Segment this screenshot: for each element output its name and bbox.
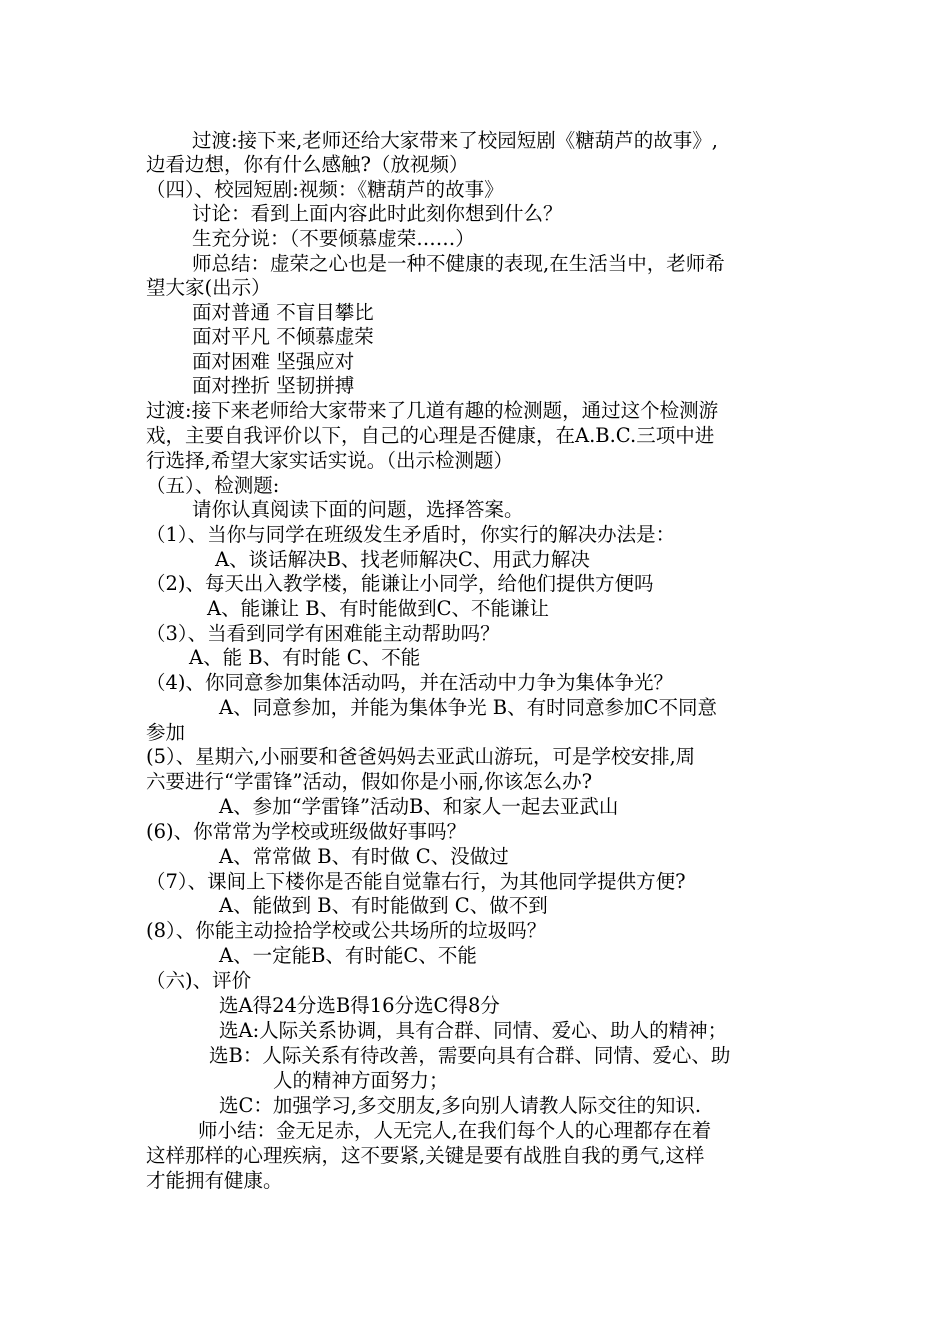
- answer-options: A、能 B、有时能 C、不能: [189, 646, 421, 669]
- answer-options: 参加: [146, 721, 186, 744]
- answer-options: A、一定能B、有时能C、不能: [219, 944, 477, 967]
- question: （2)、每天出入教学楼，能谦让小同学，给他们提供方便吗: [146, 572, 654, 595]
- text-line: 戏，主要自我评价以下，自己的心理是否健康，在A.B.C.三项中进: [146, 424, 715, 447]
- answer-options: A、参加“学雷锋”活动B、和家人一起去亚武山: [219, 795, 619, 818]
- list-item: 面对挫折 坚韧拼搏: [192, 374, 355, 397]
- evaluation-text: 选A:人际关系协调，具有合群、同情、爱心、助人的精神；: [219, 1019, 728, 1042]
- summary-text: 这样那样的心理疾病，这不要紧,关键是要有战胜自我的勇气,这样: [146, 1144, 705, 1167]
- question: （1）、当你与同学在班级发生矛盾时，你实行的解决办法是：: [146, 523, 676, 546]
- summary-text: 师小结：金无足赤，人无完人,在我们每个人的心理都存在着: [198, 1119, 712, 1142]
- question: (8）、你能主动捡拾学校或公共场所的垃圾吗？: [146, 919, 547, 942]
- text-line: 师总结：虚荣之心也是一种不健康的表现,在生活当中，老师希: [192, 252, 725, 275]
- section-heading: （五）、检测题:: [146, 474, 280, 497]
- text-line: 边看边想，你有什么感触?（放视频）: [146, 153, 469, 176]
- question: (5）、星期六,小丽要和爸爸妈妈去亚武山游玩，可是学校安排,周: [146, 745, 696, 768]
- scoring-rule: 选A得24分选B得16分选C得8分: [219, 994, 500, 1017]
- evaluation-text: 选C：加强学习,多交朋友,多向别人请教人际交往的知识.: [219, 1094, 702, 1117]
- question: （3）、当看到同学有困难能主动帮助吗？: [146, 622, 500, 645]
- section-heading: （四）、校园短剧:视频：《糖葫芦的故事》: [146, 178, 504, 201]
- text-line: 请你认真阅读下面的问题，选择答案。: [192, 498, 524, 521]
- answer-options: A、能做到 B、有时能做到 C、做不到: [219, 894, 548, 917]
- answer-options: A、同意参加，并能为集体争光 B、有时同意参加C不同意: [219, 696, 718, 719]
- answer-options: A、谈话解决B、找老师解决C、用武力解决: [215, 548, 590, 571]
- question: （4)、你同意参加集体活动吗，并在活动中力争为集体争光？: [146, 671, 674, 694]
- question: （7）、课间上下楼你是否能自觉靠右行，为其他同学提供方便?: [146, 870, 686, 893]
- answer-options: A、能谦让 B、有时能做到C、不能谦让: [207, 597, 550, 620]
- text-line: 过渡:接下来老师给大家带来了几道有趣的检测题，通过这个检测游: [146, 399, 719, 422]
- text-line: 讨论：看到上面内容此时此刻你想到什么？: [192, 202, 563, 225]
- text-line: 行选择,希望大家实话实说。（出示检测题）: [146, 449, 513, 472]
- list-item: 面对普通 不盲目攀比: [192, 301, 374, 324]
- question: (6)、你常常为学校或班级做好事吗？: [146, 820, 467, 843]
- evaluation-text: 人的精神方面努力；: [273, 1069, 449, 1092]
- list-item: 面对平凡 不倾慕虚荣: [192, 325, 374, 348]
- text-line: 望大家(出示）: [146, 276, 271, 299]
- answer-options: A、常常做 B、有时做 C、没做过: [219, 845, 509, 868]
- list-item: 面对困难 坚强应对: [192, 350, 355, 373]
- evaluation-text: 选B：人际关系有待改善，需要向具有合群、同情、爱心、助: [209, 1044, 731, 1067]
- section-heading: （六)、评价: [146, 969, 252, 992]
- text-line: 过渡:接下来,老师还给大家带来了校园短剧《糖葫芦的故事》,: [192, 129, 718, 152]
- question: 六要进行“学雷锋”活动，假如你是小丽,你该怎么办?: [146, 770, 593, 793]
- text-line: 生充分说：（不要倾慕虚荣……）: [192, 227, 475, 250]
- summary-text: 才能拥有健康。: [146, 1169, 283, 1192]
